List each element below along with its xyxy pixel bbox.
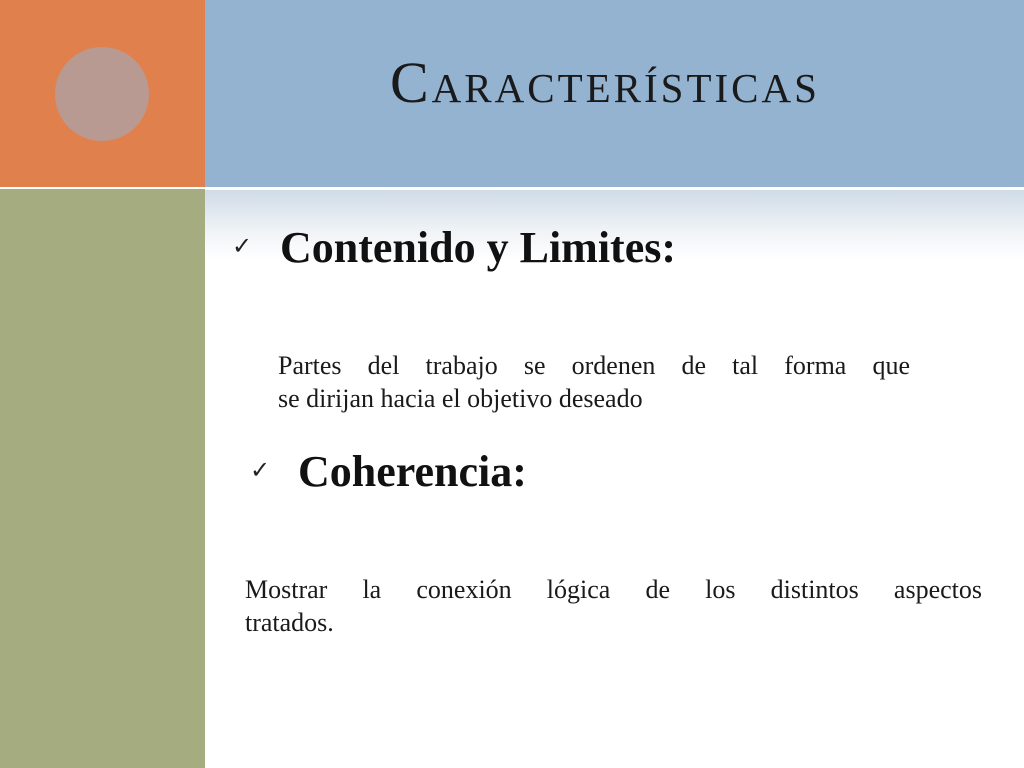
description-line: Mostrar la conexión lógica de los distintos aspectos xyxy=(245,575,982,604)
description-line: Partes del trabajo se ordenen de tal forma que xyxy=(278,351,910,380)
green-sidebar-block xyxy=(0,189,205,768)
item-heading-contenido: Contenido y Limites: xyxy=(280,223,676,272)
item-description-coherencia xyxy=(245,574,982,639)
description-line: tratados. xyxy=(245,607,334,637)
decorative-circle xyxy=(55,47,149,141)
check-icon: ✓ xyxy=(250,456,271,484)
item-description-contenido xyxy=(278,350,910,415)
description-line: se dirijan hacia el objetivo deseado xyxy=(278,383,643,413)
orange-corner-block xyxy=(0,0,205,187)
check-icon: ✓ xyxy=(232,232,253,260)
item-heading-coherencia: Coherencia: xyxy=(298,447,527,496)
slide-title: Características xyxy=(390,50,820,115)
